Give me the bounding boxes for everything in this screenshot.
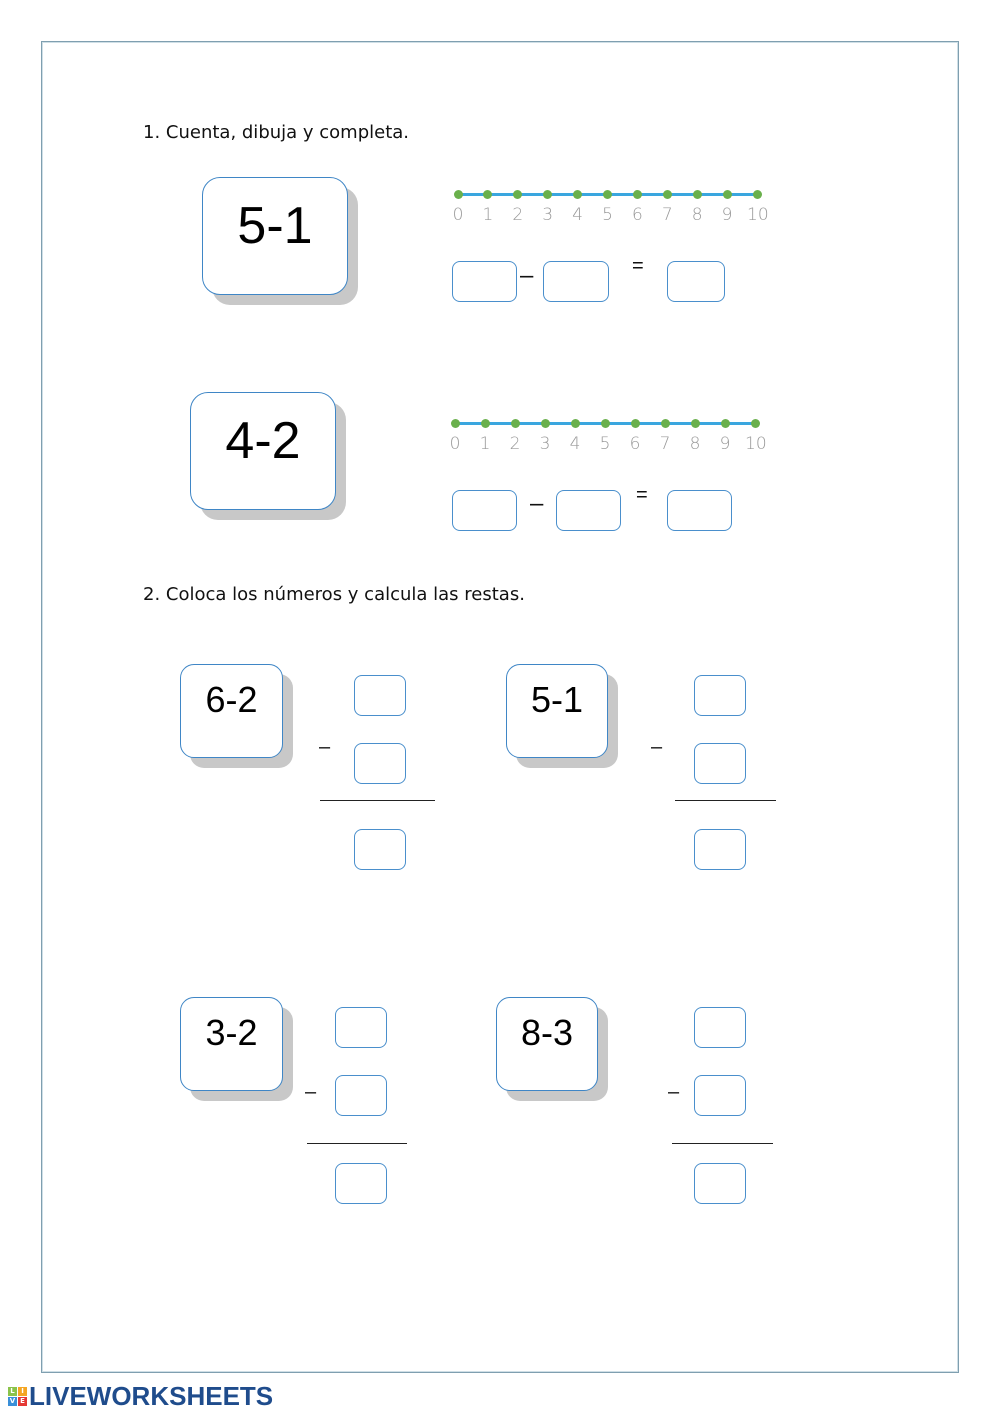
answer-box-result[interactable]	[335, 1163, 387, 1204]
number-line-label: 1	[482, 205, 494, 225]
number-line-dot	[693, 190, 702, 199]
logo-letter: L	[8, 1387, 17, 1396]
answer-box-subtrahend[interactable]	[556, 490, 621, 531]
sum-line	[675, 800, 776, 801]
answer-box-result[interactable]	[694, 829, 746, 870]
number-line-label: 2	[509, 434, 521, 454]
number-line-label: 7	[659, 434, 671, 454]
answer-box-result[interactable]	[667, 261, 725, 302]
number-line-label: 7	[661, 205, 673, 225]
expression-card: 6-2	[180, 664, 283, 758]
number-line-label: 2	[512, 205, 524, 225]
sum-line	[320, 800, 435, 801]
expression-card: 3-2	[180, 997, 283, 1091]
logo-letter: I	[18, 1387, 27, 1396]
answer-box-minuend[interactable]	[354, 675, 406, 716]
equals-sign: =	[632, 255, 644, 277]
answer-box-minuend[interactable]	[694, 675, 746, 716]
number-line-label: 10	[745, 434, 767, 454]
number-line-dot	[454, 190, 463, 199]
number-line-dot	[571, 419, 580, 428]
number-line-dot	[691, 419, 700, 428]
number-line-label: 5	[602, 205, 613, 225]
expression-card: 5-1	[202, 177, 348, 295]
logo-text: LIVEWORKSHEETS	[29, 1381, 274, 1411]
minus-sign: –	[319, 736, 331, 758]
minus-sign: –	[520, 262, 534, 289]
number-line-label: 4	[569, 434, 581, 454]
number-line-dot	[631, 419, 640, 428]
number-line-label: 3	[539, 434, 551, 454]
logo-letter: V	[9, 1397, 16, 1405]
sum-line	[672, 1143, 773, 1144]
minus-sign: –	[651, 736, 663, 758]
number-line-label: 4	[572, 205, 583, 225]
minus-sign: –	[305, 1081, 317, 1103]
answer-box-minuend[interactable]	[452, 261, 517, 302]
number-line-label: 9	[721, 205, 733, 225]
instruction-2: 2. Coloca los números y calcula las restas.	[143, 584, 525, 605]
number-line-dot	[603, 190, 612, 199]
answer-box-subtrahend[interactable]	[335, 1075, 387, 1116]
number-line-dot	[511, 419, 520, 428]
number-line-dot	[753, 190, 762, 199]
number-line-label: 10	[747, 205, 769, 225]
answer-box-result[interactable]	[354, 829, 406, 870]
answer-box-minuend[interactable]	[452, 490, 517, 531]
answer-box-subtrahend[interactable]	[694, 743, 746, 784]
equals-sign: =	[636, 484, 648, 506]
number-line-dot	[663, 190, 672, 199]
number-line-dot	[541, 419, 550, 428]
answer-box-minuend[interactable]	[694, 1007, 746, 1048]
answer-box-result[interactable]	[667, 490, 732, 531]
answer-box-minuend[interactable]	[335, 1007, 387, 1048]
expression-card: 5-1	[506, 664, 608, 758]
expression-card: 8-3	[496, 997, 598, 1091]
number-line-label: 6	[629, 434, 641, 454]
number-line-dot	[661, 419, 670, 428]
answer-box-result[interactable]	[694, 1163, 746, 1204]
answer-box-subtrahend[interactable]	[354, 743, 406, 784]
minus-sign: –	[668, 1081, 680, 1103]
logo-mark-icon	[8, 1387, 27, 1406]
number-line-dot	[723, 190, 732, 199]
number-line-label: 8	[691, 205, 703, 225]
logo-letter: E	[18, 1397, 27, 1406]
number-line-label: 5	[599, 434, 611, 454]
number-line-dot	[751, 419, 760, 428]
number-line-label: 9	[719, 434, 731, 454]
number-line-label: 0	[449, 434, 461, 454]
sum-line	[307, 1143, 407, 1144]
page-border	[41, 41, 959, 1373]
instruction-1: 1. Cuenta, dibuja y completa.	[143, 122, 410, 143]
answer-box-subtrahend[interactable]	[543, 261, 609, 302]
number-line-dot	[451, 419, 460, 428]
minus-sign: –	[530, 490, 544, 517]
number-line-label: 1	[479, 434, 491, 454]
number-line-dot	[633, 190, 642, 199]
number-line-label: 8	[689, 434, 701, 454]
number-line-dot	[721, 419, 730, 428]
number-line-label: 3	[542, 205, 554, 225]
number-line-label: 6	[631, 205, 643, 225]
expression-card: 4-2	[190, 392, 336, 510]
number-line-label: 0	[452, 205, 464, 225]
number-line-dot	[481, 419, 490, 428]
liveworksheets-logo	[8, 1381, 273, 1412]
number-line-dot	[601, 419, 610, 428]
answer-box-subtrahend[interactable]	[694, 1075, 746, 1116]
